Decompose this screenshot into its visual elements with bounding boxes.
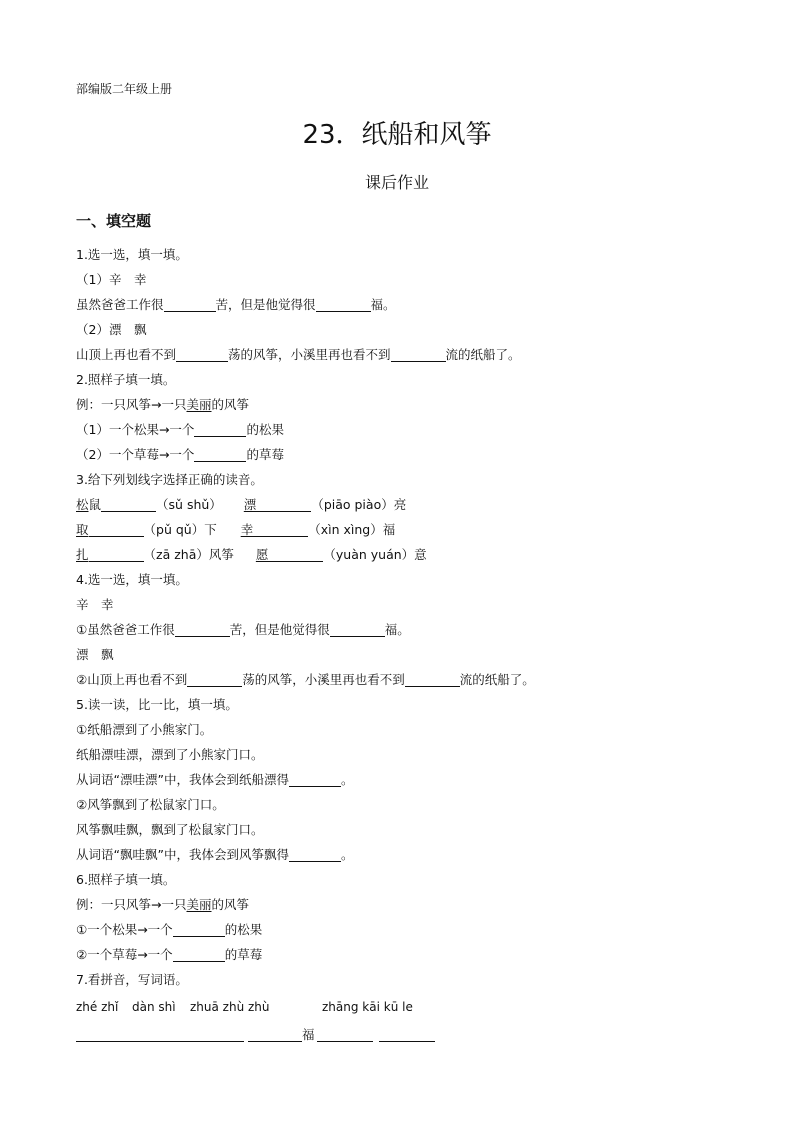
pinyin-3: zhuā zhù zhù bbox=[190, 1000, 270, 1014]
answer-blank[interactable] bbox=[101, 496, 156, 512]
q6-prompt: 6.照样子填一填。 bbox=[76, 872, 176, 887]
answer-blank[interactable] bbox=[130, 1023, 188, 1042]
fu-char: 福 bbox=[302, 1027, 315, 1042]
q5-line5: 风筝飘哇飘，飘到了松鼠家门口。 bbox=[76, 822, 264, 837]
pinyin-1: zhé zhǐ bbox=[76, 1000, 119, 1014]
answer-blank[interactable] bbox=[256, 496, 311, 512]
answer-blank[interactable] bbox=[173, 921, 225, 937]
question-list bbox=[76, 242, 736, 1050]
page-subtitle: 课后作业 bbox=[364, 173, 429, 192]
q1-part2-sentence: 山顶上再也看不到 荡的风筝，小溪里再也看不到 流的纸船了。 bbox=[76, 347, 521, 362]
q5-line1: ①纸船漂到了小熊家门。 bbox=[76, 722, 213, 737]
q3-prompt: 3.给下列划线字选择正确的读音。 bbox=[76, 472, 263, 487]
q3-row2: 取 （pǔ qǔ）下 幸 （xìn xìng）福 bbox=[76, 522, 396, 537]
q2-example: 例：一只风筝→一只美丽的风筝 bbox=[76, 397, 250, 412]
q6-example: 例：一只风筝→一只美丽的风筝 bbox=[76, 897, 250, 912]
answer-blank[interactable] bbox=[268, 546, 323, 562]
q4-prompt: 4.选一选，填一填。 bbox=[76, 572, 188, 587]
pinyin-4: zhāng kāi kū le bbox=[322, 1000, 413, 1014]
q6-item2: ②一个草莓→一个 的草莓 bbox=[76, 947, 263, 962]
answer-blank[interactable] bbox=[289, 771, 341, 787]
q3-row3: 扎 （zā zhā）风筝 愿 （yuàn yuán）意 bbox=[76, 547, 427, 562]
q6-item1: ①一个松果→一个 的松果 bbox=[76, 922, 263, 937]
answer-blank[interactable] bbox=[187, 671, 242, 687]
answer-blank[interactable] bbox=[173, 946, 225, 962]
q2-item1: （1）一个松果→一个 的松果 bbox=[76, 422, 284, 437]
q1-part1-label: （1）辛 幸 bbox=[76, 272, 147, 287]
q7-pinyin-row bbox=[76, 992, 736, 1020]
q5-prompt: 5.读一读，比一比，填一填。 bbox=[76, 697, 238, 712]
pinyin-2: dàn shì bbox=[132, 1000, 176, 1014]
answer-blank[interactable] bbox=[379, 1023, 435, 1042]
answer-blank[interactable] bbox=[175, 621, 230, 637]
answer-blank[interactable] bbox=[253, 521, 308, 537]
q5-line2: 纸船漂哇漂，漂到了小熊家门口。 bbox=[76, 747, 264, 762]
answer-blank[interactable] bbox=[194, 446, 246, 462]
q2-prompt: 2.照样子填一填。 bbox=[76, 372, 176, 387]
answer-blank[interactable] bbox=[317, 1023, 373, 1042]
q5-line3: 从词语“漂哇漂”中，我体会到纸船漂得 。 bbox=[76, 772, 354, 787]
answer-blank[interactable] bbox=[164, 296, 216, 312]
q1-prompt: 1.选一选，填一填。 bbox=[76, 247, 188, 262]
answer-blank[interactable] bbox=[188, 1023, 244, 1042]
answer-blank[interactable] bbox=[405, 671, 460, 687]
page-title: 23．纸船和风筝 bbox=[302, 120, 492, 150]
answer-blank[interactable] bbox=[89, 546, 144, 562]
answer-blank[interactable] bbox=[76, 1023, 130, 1042]
answer-blank[interactable] bbox=[330, 621, 385, 637]
q1-part1-sentence: 虽然爸爸工作很 苦，但是他觉得很 福。 bbox=[76, 297, 396, 312]
q7-answer-row bbox=[76, 1020, 736, 1050]
q2-item2: （2）一个草莓→一个 的草莓 bbox=[76, 447, 284, 462]
book-label: 部编版二年级上册 bbox=[76, 82, 173, 96]
answer-blank[interactable] bbox=[248, 1023, 302, 1042]
q4-sentence1: ①虽然爸爸工作很 苦，但是他觉得很 福。 bbox=[76, 622, 410, 637]
answer-blank[interactable] bbox=[194, 421, 246, 437]
answer-blank[interactable] bbox=[391, 346, 446, 362]
q7-prompt: 7.看拼音，写词语。 bbox=[76, 972, 188, 987]
q4-options2: 漂 飘 bbox=[76, 647, 114, 662]
answer-blank[interactable] bbox=[289, 846, 341, 862]
q1-part2-label: （2）漂 飘 bbox=[76, 322, 147, 337]
q4-options1: 辛 幸 bbox=[76, 597, 114, 612]
q5-line6: 从词语“飘哇飘”中，我体会到风筝飘得 。 bbox=[76, 847, 354, 862]
answer-blank[interactable] bbox=[89, 521, 144, 537]
answer-blank[interactable] bbox=[316, 296, 371, 312]
section-heading: 一、填空题 bbox=[76, 212, 152, 230]
q5-line4: ②风筝飘到了松鼠家门口。 bbox=[76, 797, 225, 812]
q3-row1: 松鼠 （sǔ shǔ） 漂 （piāo piào）亮 bbox=[76, 497, 407, 512]
q4-sentence2: ②山顶上再也看不到 荡的风筝，小溪里再也看不到 流的纸船了。 bbox=[76, 672, 535, 687]
answer-blank[interactable] bbox=[176, 346, 228, 362]
